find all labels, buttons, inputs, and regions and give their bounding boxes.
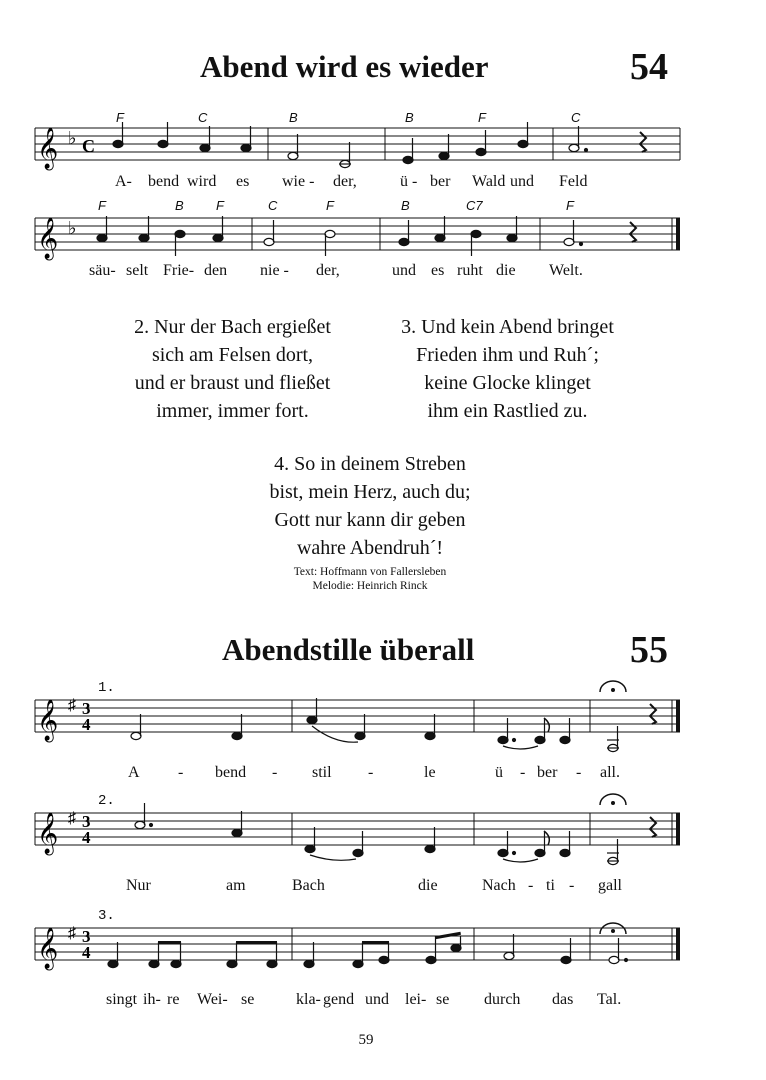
verse-line: sich am Felsen dort, <box>151 344 314 366</box>
verse-line: 4. So in deinem Streben <box>274 453 466 475</box>
chord-symbol: B <box>175 198 184 213</box>
lyric-syllable: - <box>368 764 374 781</box>
lyric-syllable: - <box>569 877 575 894</box>
lyric-syllable: Feld <box>559 173 588 190</box>
svg-text:𝄞: 𝄞 <box>37 813 59 854</box>
lyric-syllable: ti <box>546 877 555 894</box>
lyric-syllable: Nach <box>482 877 516 894</box>
svg-text:𝄞: 𝄞 <box>37 128 59 169</box>
lyric-syllable: ber <box>430 173 451 190</box>
lyric-syllable: bend <box>215 764 247 781</box>
verse-line: immer, immer fort. <box>156 400 309 422</box>
verse-line: ihm ein Rastlied zu. <box>427 400 588 422</box>
lyric-syllable: es <box>431 262 445 279</box>
lyric-syllable: Frie- <box>163 262 195 279</box>
lyric-syllable: Welt. <box>549 262 583 279</box>
svg-text:♯: ♯ <box>68 925 76 942</box>
lyric-syllable: se <box>241 991 255 1008</box>
credit-melody: Melodie: Heinrich Rinck <box>312 580 428 592</box>
svg-text:3: 3 <box>82 927 91 946</box>
song-number: 54 <box>630 46 668 88</box>
music-staff <box>0 690 766 770</box>
lyric-syllable: gend <box>323 991 355 1008</box>
lyric-syllable: Nur <box>126 877 151 894</box>
page-number: 59 <box>358 1032 374 1048</box>
lyric-syllable: Bach <box>292 877 325 894</box>
lyric-syllable: - <box>520 764 526 781</box>
verse-line: Frieden ihm und Ruh´; <box>416 344 599 366</box>
chord-symbol: F <box>98 198 106 213</box>
chord-symbol: B <box>401 198 410 213</box>
lyric-syllable: und <box>392 262 416 279</box>
lyric-syllable: - <box>272 764 278 781</box>
chord-symbol: C7 <box>466 198 483 213</box>
lyric-syllable: es <box>236 173 250 190</box>
svg-text:𝄞: 𝄞 <box>37 218 59 259</box>
lyric-syllable: wie - <box>282 173 315 190</box>
chord-symbol: F <box>326 198 334 213</box>
song-number: 55 <box>630 629 668 671</box>
chord-symbol: B <box>405 110 414 125</box>
lyric-syllable: am <box>226 877 246 894</box>
lyric-syllable: und <box>510 173 534 190</box>
verse-line: 3. Und kein Abend bringet <box>401 316 614 338</box>
lyric-syllable: ih- <box>143 991 161 1008</box>
lyric-syllable: se <box>436 991 450 1008</box>
chord-symbol: F <box>216 198 224 213</box>
lyric-syllable: lei- <box>405 991 427 1008</box>
chord-symbol: C <box>198 110 208 125</box>
lyric-syllable: den <box>204 262 228 279</box>
lyric-syllable: singt <box>106 991 138 1008</box>
lyric-syllable: re <box>167 991 180 1008</box>
svg-text:♭: ♭ <box>68 218 77 238</box>
svg-text:3: 3 <box>82 812 91 831</box>
lyric-syllable: Wei- <box>197 991 228 1008</box>
verse-number: 3. <box>98 908 115 924</box>
lyric-syllable: all. <box>600 764 620 781</box>
svg-text:𝄞: 𝄞 <box>37 928 59 969</box>
song-title: Abendstille überall <box>222 632 475 667</box>
svg-text:𝄞: 𝄞 <box>37 700 59 741</box>
verse-4 <box>220 450 520 562</box>
lyric-syllable: - <box>178 764 184 781</box>
lyric-syllable: gall <box>598 877 622 894</box>
verse-line: 2. Nur der Bach ergießet <box>134 316 331 338</box>
verse-line: keine Glocke klinget <box>424 372 591 394</box>
chord-symbol: C <box>571 110 581 125</box>
verse-line: bist, mein Herz, auch du; <box>269 481 471 503</box>
verse-number: 2. <box>98 793 115 809</box>
chord-symbol: F <box>116 110 124 125</box>
music-staff <box>0 208 766 268</box>
credit-text: Text: Hoffmann von Fallersleben <box>293 566 447 578</box>
lyric-syllable: bend <box>148 173 180 190</box>
verse-2 <box>95 313 370 425</box>
lyric-syllable: le <box>424 764 436 781</box>
verse-line: wahre Abendruh´! <box>296 537 444 559</box>
lyric-syllable: - <box>528 877 534 894</box>
lyric-syllable: die <box>496 262 516 279</box>
chord-symbol: F <box>478 110 486 125</box>
lyric-syllable: stil <box>312 764 332 781</box>
svg-text:♯: ♯ <box>68 810 76 827</box>
lyric-syllable: Wald <box>472 173 506 190</box>
music-staff <box>0 803 766 883</box>
music-staff <box>0 118 766 178</box>
lyric-syllable: nie - <box>260 262 289 279</box>
lyric-syllable: ber <box>537 764 558 781</box>
lyric-syllable: A <box>128 764 140 781</box>
svg-text:♭: ♭ <box>68 128 77 148</box>
lyric-syllable: Tal. <box>597 991 622 1008</box>
lyric-syllable: der, <box>333 173 357 190</box>
chord-symbol: B <box>289 110 298 125</box>
credits <box>220 565 520 593</box>
lyric-syllable: und <box>365 991 389 1008</box>
verse-3 <box>370 313 645 425</box>
lyric-syllable: A- <box>115 173 132 190</box>
lyric-syllable: säu- <box>89 262 116 279</box>
svg-text:3: 3 <box>82 699 91 718</box>
lyric-syllable: - <box>576 764 582 781</box>
lyric-syllable: das <box>552 991 574 1008</box>
lyric-syllable: der, <box>316 262 340 279</box>
lyric-syllable: ü - <box>400 173 418 190</box>
lyric-syllable: selt <box>126 262 149 279</box>
lyric-syllable: kla- <box>296 991 321 1008</box>
verse-number: 1. <box>98 680 115 696</box>
svg-text:4: 4 <box>82 828 91 847</box>
svg-text:4: 4 <box>82 943 91 962</box>
lyric-syllable: die <box>418 877 438 894</box>
verse-line: Gott nur kann dir geben <box>274 509 466 531</box>
verse-line: und er braust und fließet <box>134 372 331 394</box>
svg-text:♯: ♯ <box>68 697 76 714</box>
song-title: Abend wird es wieder <box>200 49 489 84</box>
svg-text:C: C <box>82 136 95 156</box>
chord-symbol: C <box>268 198 278 213</box>
lyric-syllable: ruht <box>457 262 483 279</box>
lyric-syllable: wird <box>187 173 217 190</box>
music-staff <box>0 918 766 988</box>
lyric-syllable: durch <box>484 991 521 1008</box>
chord-symbol: F <box>566 198 574 213</box>
lyric-syllable: ü <box>495 764 503 781</box>
svg-text:4: 4 <box>82 715 91 734</box>
